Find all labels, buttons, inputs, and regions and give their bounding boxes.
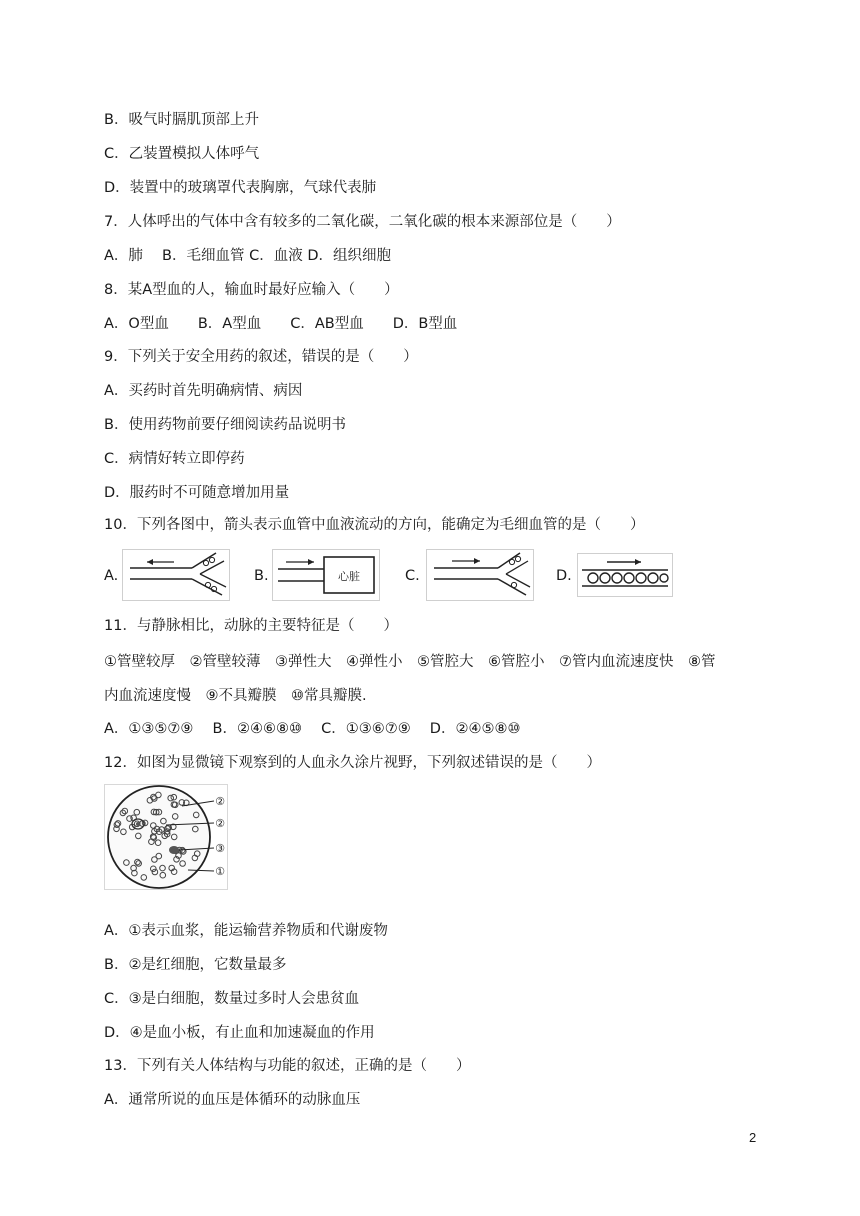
q12-option-b: B．②是红细胞，它数量最多 — [104, 957, 287, 973]
label-3: ③ — [215, 842, 225, 855]
q10-figure-a — [122, 549, 230, 601]
q13-stem: 13．下列有关人体结构与功能的叙述，正确的是（ ） — [104, 1058, 471, 1074]
blood-smear-figure — [104, 784, 228, 890]
q12-stem: 12．如图为显微镜下观察到的人血永久涂片视野，下列叙述错误的是（ ） — [104, 755, 601, 771]
q9-option-a: A．买药时首先明确病情、病因 — [104, 383, 303, 399]
q10-label-b: B. — [254, 568, 269, 584]
q6-option-d: D．装置中的玻璃罩代表胸廓，气球代表肺 — [104, 180, 377, 196]
q13-option-a: A．通常所说的血压是体循环的动脉血压 — [104, 1092, 361, 1108]
q8-options: A．O型血 B．A型血 C．AB型血 D．B型血 — [104, 316, 458, 332]
q7-stem: 7．人体呼出的气体中含有较多的二氧化碳，二氧化碳的根本来源部位是（ ） — [104, 214, 621, 230]
q6-option-c: C．乙装置模拟人体呼气 — [104, 146, 260, 162]
q12-option-d: D．④是血小板，有止血和加速凝血的作用 — [104, 1025, 375, 1041]
q10-label-d: D. — [556, 568, 572, 584]
q11-options: A．①③⑤⑦⑨ B．②④⑥⑧⑩ C．①③⑥⑦⑨ D．②④⑤⑧⑩ — [104, 721, 521, 737]
q10-label-a: A. — [104, 568, 119, 584]
q9-option-c: C．病情好转立即停药 — [104, 451, 245, 467]
label-1: ① — [215, 865, 225, 878]
q10-label-c: C. — [405, 568, 420, 584]
q10-stem: 10．下列各图中，箭头表示血管中血液流动的方向，能确定为毛细血管的是（ ） — [104, 517, 645, 533]
label-2-top: ② — [215, 795, 225, 808]
q12-option-c: C．③是白细胞，数量过多时人会患贫血 — [104, 991, 360, 1007]
q9-stem: 9．下列关于安全用药的叙述，错误的是（ ） — [104, 349, 418, 365]
white-blood-cell — [169, 846, 179, 854]
q9-option-d: D．服药时不可随意增加用量 — [104, 485, 290, 501]
page-number: 2 — [749, 1130, 757, 1145]
q11-stem: 11．与静脉相比，动脉的主要特征是（ ） — [104, 618, 398, 634]
q9-option-b: B．使用药物前要仔细阅读药品说明书 — [104, 417, 346, 433]
q8-stem: 8．某A型血的人，输血时最好应输入（ ） — [104, 282, 399, 298]
q10-figure-c — [426, 549, 534, 601]
q11-items-line2: 内血流速度慢 ⑨不具瓣膜 ⑩常具瓣膜. — [104, 688, 367, 704]
q11-items-line1: ①管壁较厚 ②管壁较薄 ③弹性大 ④弹性小 ⑤管腔大 ⑥管腔小 ⑦管内血流速度快 ⑧管 — [104, 654, 716, 670]
q10-figure-d — [577, 553, 673, 597]
heart-label: 心脏 — [338, 570, 360, 583]
q12-option-a: A．①表示血浆，能运输营养物质和代谢废物 — [104, 923, 388, 939]
q7-options: A．肺 B．毛细血管 C．血液 D．组织细胞 — [104, 248, 391, 264]
q10-figure-b — [272, 549, 380, 601]
label-2: ② — [215, 817, 225, 830]
q6-option-b: B．吸气时膈肌顶部上升 — [104, 112, 259, 128]
